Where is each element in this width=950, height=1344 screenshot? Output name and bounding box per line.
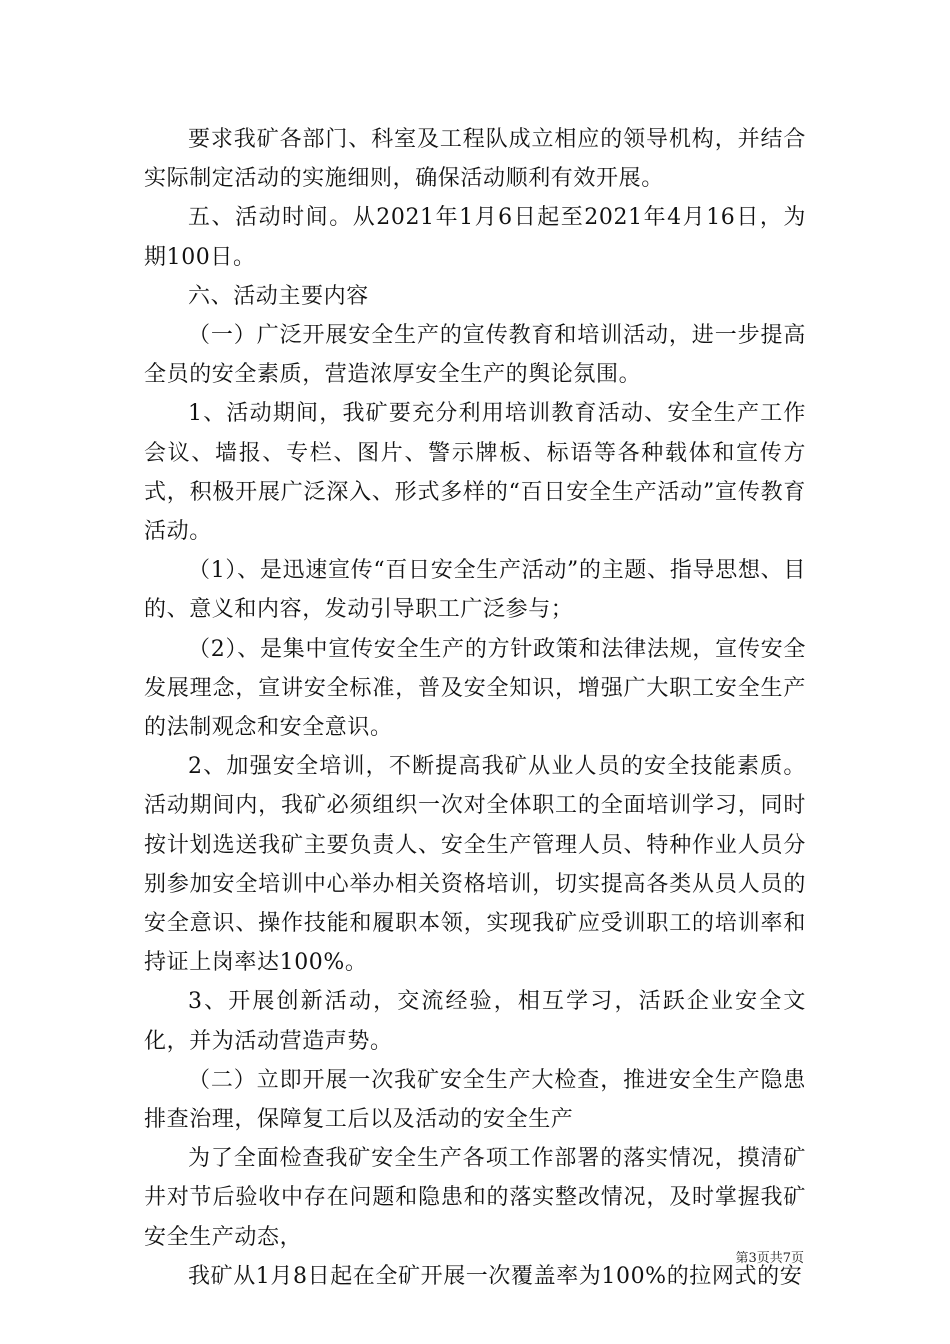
paragraph-leadership: 要求我矿各部门、科室及工程队成立相应的领导机构，并结合实际制定活动的实施细则，确保活动顺利有效开展。 (144, 127, 806, 192)
paragraph-inspection-start: 我矿从1月8日起在全矿开展一次覆盖率为100%的拉网式的安 (188, 1263, 803, 1289)
subsection-heading-1: （一）广泛开展安全生产的宣传教育和培训活动，进一步提高全员的安全素质，营造浓厚安全生产的舆论氛围。 (144, 323, 806, 388)
paragraph-subitem-2: （2）、是集中宣传安全生产的方针政策和法律法规，宣传安全发展理念，宣讲安全标准，普及安全知识，增强广大职工安全生产的法制观念和安全意识。 (144, 636, 806, 741)
page-number: 第3页共7页 (735, 1251, 804, 1266)
paragraph-activity-time: 五、活动时间。从2021年1月6日起至2021年4月16日，为期100日。 (144, 205, 806, 270)
document-body (144, 120, 806, 1296)
paragraph-item-3: 3、开展创新活动，交流经验，相互学习，活跃企业安全文化，并为活动营造声势。 (144, 989, 806, 1054)
paragraph-inspection-purpose: 为了全面检查我矿安全生产各项工作部署的落实情况，摸清矿井对节后验收中存在问题和隐患和的落实整改情况，及时掌握我矿安全生产动态， (144, 1146, 806, 1250)
paragraph-subitem-1: （1）、是迅速宣传“百日安全生产活动”的主题、指导思想、目的、意义和内容，发动引导职工广泛参与； (144, 558, 806, 623)
paragraph-item-2: 2、加强安全培训，不断提高我矿从业人员的安全技能素质。活动期间内，我矿必须组织一次对全体职工的全面培训学习，同时按计划选送我矿主要负责人、安全生产管理人员、特种作业人员分别参加安全培训中心举办相关资格培训，切实提高各类从员人员的安全意识、操作技能和履职本领，实现我矿应受训职工的培训率和持证上岗率达100%。 (144, 754, 806, 976)
subsection-heading-2: （二）立即开展一次我矿安全生产大检查，推进安全生产隐患排查治理，保障复工后以及活动的安全生产 (144, 1067, 806, 1133)
section-heading-main-content: 六、活动主要内容 (188, 283, 369, 309)
paragraph-item-1: 1、活动期间，我矿要充分利用培训教育活动、安全生产工作会议、墙报、专栏、图片、警示牌板、标语等各种载体和宣传方式，积极开展广泛深入、形式多样的“百日安全生产活动”宣传教育活动。 (144, 401, 806, 545)
